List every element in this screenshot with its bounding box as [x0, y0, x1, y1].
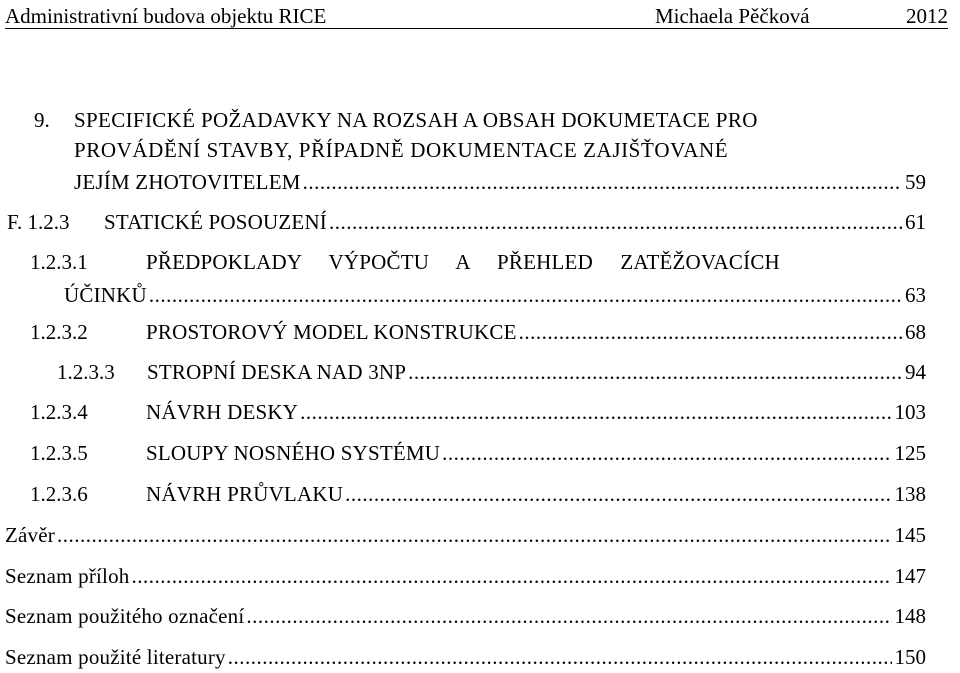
toc-entry-title: SLOUPY NOSNÉHO SYSTÉMU: [146, 441, 441, 465]
toc-entry-title: Seznam použitého označení: [5, 604, 245, 628]
toc-entry-number: 1.2.3.3: [57, 360, 115, 384]
toc-leader-dots: [519, 322, 902, 343]
toc-entry-number: 1.2.3.2: [30, 320, 88, 344]
toc-entry-title: NÁVRH PRŮVLAKU: [146, 482, 344, 506]
toc-entry-number: F. 1.2.3: [7, 210, 70, 234]
toc-entry-number: 9.: [34, 108, 50, 132]
toc-leader-dots: [345, 484, 891, 505]
header-year: 2012: [906, 4, 948, 28]
toc-entry-title: JEJÍM ZHOTOVITELEM: [74, 170, 301, 194]
toc-entry-page: 148: [894, 604, 926, 628]
toc-entry[interactable]: [5, 525, 926, 549]
toc-entry-page: 68: [905, 320, 926, 344]
toc-entry-page: 61: [905, 210, 926, 234]
toc-entry-title-line: SPECIFICKÉ POŽADAVKY NA ROZSAH A OBSAH DOKUMETACE PRO: [74, 108, 758, 132]
toc-leader-dots: [149, 285, 902, 306]
toc-entry[interactable]: [5, 606, 926, 630]
toc-leader-dots: [408, 362, 902, 383]
toc-leader-dots: [57, 525, 892, 546]
toc-leader-dots: [228, 647, 892, 668]
toc-entry-number: 1.2.3.5: [30, 441, 88, 465]
toc-leader-dots: [246, 606, 891, 627]
toc-entry-line: [30, 252, 926, 276]
toc-entry-line: [74, 140, 924, 161]
toc-entry-title-line: PŘEDPOKLADY VÝPOČTU A PŘEHLED ZATĚŽOVACÍCH: [146, 250, 780, 274]
toc-entry-page: 138: [894, 482, 926, 506]
toc-entry[interactable]: [74, 172, 926, 196]
toc-entry-number: 1.2.3.4: [30, 400, 88, 424]
toc-entry-page: 125: [894, 441, 926, 465]
toc-entry-line: [74, 110, 924, 131]
toc-entry-title: STROPNÍ DESKA NAD 3NP: [147, 360, 407, 384]
toc-entry-page: 147: [894, 564, 926, 588]
toc-entry-page: 145: [894, 523, 926, 547]
toc-entry-title: Závěr: [5, 523, 55, 547]
toc-entry-title: STATICKÉ POSOUZENÍ: [104, 210, 328, 234]
toc-entry-number: 1.2.3.6: [30, 482, 88, 506]
toc-entry-page: 59: [905, 170, 926, 194]
toc-entry-page: 63: [905, 283, 926, 307]
toc-leader-dots: [132, 566, 892, 587]
toc-entry-page: 94: [905, 360, 926, 384]
toc-entry[interactable]: [5, 647, 926, 671]
toc-entry-page: 103: [894, 400, 926, 424]
toc-entry-title: Seznam příloh: [5, 564, 130, 588]
header-document-title: Administrativní budova objektu RICE: [5, 4, 327, 28]
toc-leader-dots: [303, 172, 902, 193]
toc-entry[interactable]: [5, 566, 926, 590]
toc-leader-dots: [329, 212, 902, 233]
header-author: Michaela Pěčková: [655, 4, 810, 28]
toc-leader-dots: [300, 402, 891, 423]
toc-entry[interactable]: [30, 402, 926, 426]
toc-entry[interactable]: [30, 322, 926, 346]
toc-entry[interactable]: [64, 285, 926, 309]
toc-entry-title: Seznam použité literatury: [5, 645, 226, 669]
toc-entry[interactable]: [30, 484, 926, 508]
toc-entry-number: 1.2.3.1: [30, 250, 88, 274]
toc-leader-dots: [442, 443, 891, 464]
toc-entry-title: NÁVRH DESKY: [146, 400, 299, 424]
toc-entry-title: PROSTOROVÝ MODEL KONSTRUKCE: [146, 320, 517, 344]
toc-entry[interactable]: [57, 362, 926, 386]
toc-entry-title: ÚČINKŮ: [64, 283, 147, 307]
toc-entry[interactable]: [7, 212, 926, 236]
toc-entry-page: 150: [894, 645, 926, 669]
toc-entry[interactable]: [30, 443, 926, 467]
toc-entry-title-line: PROVÁDĚNÍ STAVBY, PŘÍPADNĚ DOKUMENTACE ZAJIŠŤOVANÉ: [74, 138, 729, 162]
